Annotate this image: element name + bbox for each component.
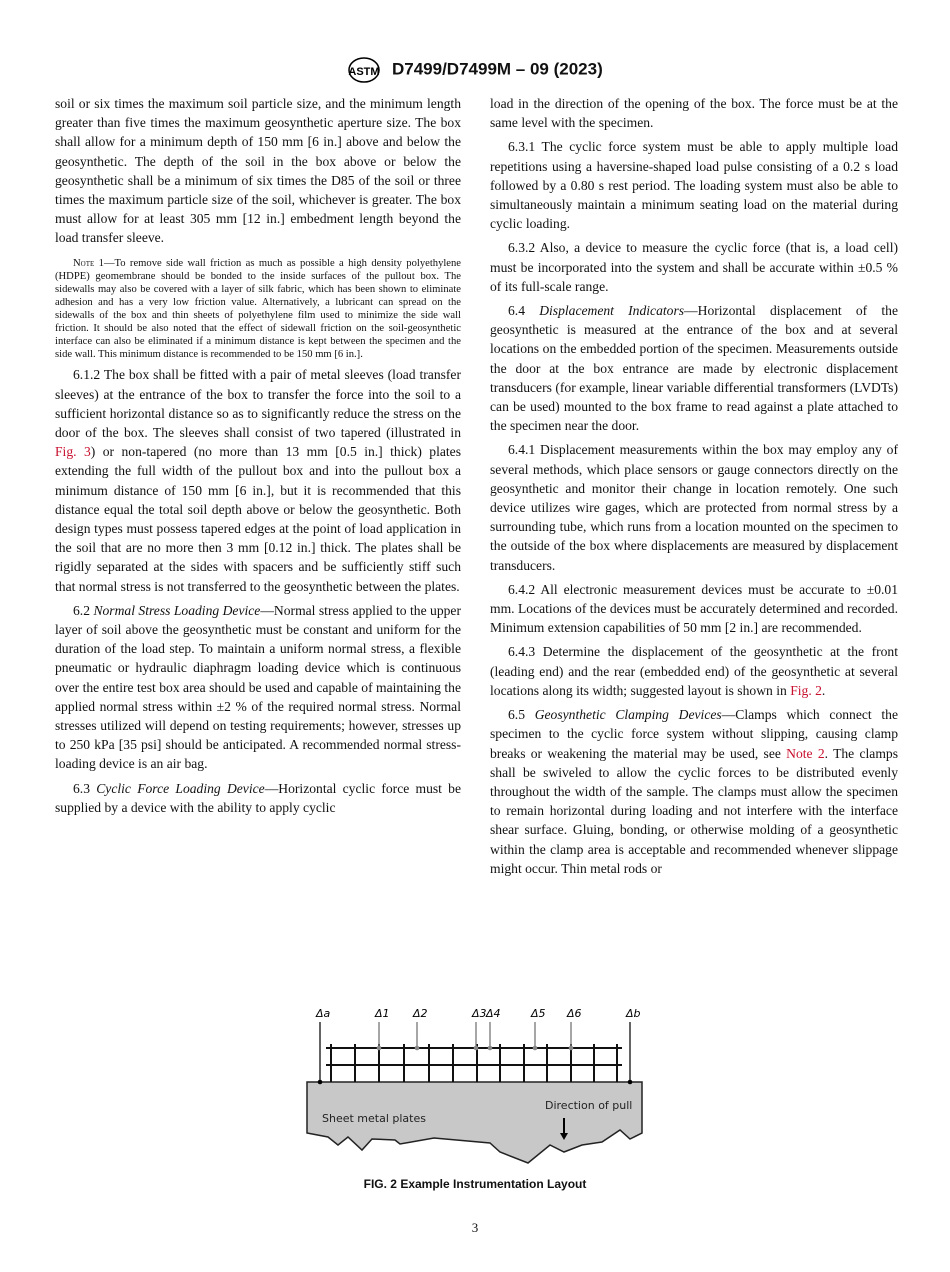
section-number: 6.5 xyxy=(508,707,535,723)
paragraph xyxy=(55,365,461,595)
paragraph xyxy=(490,238,898,296)
paragraph xyxy=(490,137,898,233)
gauge-label: Δ1 xyxy=(375,1007,390,1020)
cross-reference-link[interactable]: Note 2 xyxy=(786,745,825,761)
cross-reference-link[interactable]: Fig. 3 xyxy=(55,444,91,460)
astm-logo-icon xyxy=(347,56,381,84)
gauge-label: Δb xyxy=(626,1007,641,1020)
right-column xyxy=(490,94,898,883)
paragraph-text: load in the direction of the opening of the box. The force must be at the same level with the specimen. xyxy=(490,96,898,131)
gauge-label: Δ3 xyxy=(472,1007,487,1020)
gauge-point xyxy=(533,1046,538,1051)
paragraph-text: 6.4.1 Displacement measurements within the box may employ any of several methods, which place sensors or gauge connectors directly on the geosynthetic and monitor their change in location remotely. One such device utilizes wire gages, which are protected from normal stress by a surrounding tube, which runs from a location mounted on the specimen to the outside of the box where displacements are measured by displacement transducers. xyxy=(490,442,898,573)
page-number: 3 xyxy=(471,1220,479,1235)
paragraph xyxy=(55,94,461,248)
gauge-point xyxy=(474,1046,479,1051)
section-number: 6.2 xyxy=(73,602,94,618)
section-title: Normal Stress Loading Device xyxy=(93,602,261,618)
cross-reference-link[interactable]: Fig. 2 xyxy=(790,682,822,698)
paragraph xyxy=(55,601,461,774)
paragraph xyxy=(490,580,898,638)
paragraph xyxy=(490,301,898,435)
section-title: Geosynthetic Clamping Devices xyxy=(534,707,722,723)
section-number: 6.4 xyxy=(508,303,540,319)
gauge-point xyxy=(488,1046,493,1051)
paragraph xyxy=(55,779,461,817)
paragraph xyxy=(490,94,898,132)
left-column xyxy=(55,94,461,822)
paragraph-text: 6.4.2 All electronic measurement devices must be accurate to ±0.01 mm. Locations of the devices must be accurately determined and recorded. Minimum extension capabilities of 50 mm [2 in.] are recommended. xyxy=(490,581,898,636)
figure-caption: FIG. 2 Example Instrumentation Layout xyxy=(363,1177,587,1191)
plate-label: Sheet metal plates xyxy=(322,1112,426,1125)
paragraph xyxy=(490,642,898,700)
section-title: Displacement Indicators xyxy=(539,303,685,319)
instrumentation-figure xyxy=(300,995,660,1175)
paragraph-text: . xyxy=(821,682,826,698)
paragraph-text: . The clamps shall be swiveled to allow the cyclic forces to be distributed evenly throughout the width of the sample. The clamps must allow the specimen to remain horizontal during loading and not interfere with the interface shear surface. Gluing, bonding, or otherwise molding of a geosynthetic within the clamp area is acceptable and recommended whenever slippage might occur. Thin metal rods or xyxy=(490,745,898,876)
pull-label: Direction of pull xyxy=(545,1099,633,1112)
paragraph-text: 6.3.1 The cyclic force system must be able to apply multiple load repetitions using a haversine-shaped load pulse consisting of a 0.2 s load followed by a 0.80 s rest period. The loading system must also be able to simultaneously maintain a minimum seating load on the material during cyclic loading. xyxy=(490,139,898,232)
note-label: Note 1 xyxy=(73,257,104,269)
gauge-label: Δ6 xyxy=(567,1007,582,1020)
gauge-point xyxy=(318,1080,323,1085)
paragraph-text: —Horizontal displacement of the geosynthetic is measured at the entrance of the box and at several locations on the embedded portion of the specimen. Measurements outside the door at the box entrance are made by electronic displacement transducers (for example, linear variable differential transformers (LVDTs) can be used) mounted to the box frame to read against a plate attached to the specimen near the door. xyxy=(490,303,899,434)
gauge-point xyxy=(415,1046,420,1051)
gauge-label: Δa xyxy=(316,1007,331,1020)
note xyxy=(55,257,461,362)
section-number: 6.3 xyxy=(73,780,97,796)
svg-text:ASTM: ASTM xyxy=(348,66,380,78)
gauge-point xyxy=(628,1080,633,1085)
paragraph-text: —Clamps which connect the specimen to the cyclic force system without slipping, causing clamp breaks or weakening the material may be used, see xyxy=(490,707,898,761)
paragraph-text: —Horizontal cyclic force must be supplied by a device with the ability to apply cyclic xyxy=(55,780,462,815)
paragraph xyxy=(490,440,898,574)
paragraph-text: 6.3.2 Also, a device to measure the cyclic force (that is, a load cell) must be incorporated into the system and shall be accurate within ±0.5 % of its full-scale range. xyxy=(490,240,898,294)
document-designation: D7499/D7499M – 09 (2023) xyxy=(391,59,603,79)
gauge-point xyxy=(377,1046,382,1051)
gauge-label: Δ5 xyxy=(531,1007,546,1020)
gauge-point xyxy=(569,1046,574,1051)
paragraph-text: soil or six times the maximum soil particle size, and the minimum length greater than five times the maximum geosynthetic aperture size. The box shall allow for a minimum depth of 150 mm [6 in.] above and below the geosynthetic. The depth of the soil in the box above or below the geosynthetic shall be a minimum of six times the D85 of the soil or three times the maximum particle size of the soil, whichever is greater. The box must allow for at least 305 mm [12 in.] embedment length beyond the load transfer sleeve. xyxy=(55,96,461,246)
paragraph-text: —Normal stress applied to the upper layer of soil above the geosynthetic must be constant and uniform for the duration of the load step. To maintain a uniform normal stress, a flexible pneumatic or hydraulic diaphragm loading device which is continuous over the entire test box area should be used and capable of maintaining the applied normal stress within ±2 % of the required normal stress. Normal stresses utilized will depend on testing requirements; however, stresses up to 250 kPa [35 psi] should be anticipated. A recommended normal stress-loading device is an air bag. xyxy=(55,602,461,772)
paragraph-text: —To remove side wall friction as much as possible a high density polyethylene (HDPE) geomembrane should be bonded to the inside surfaces of the pullout box. The sidewalls may also be covered with a layer of silk fabric, which has been shown to eliminate adhesion and has a very low friction value. Alternatively, a lubricant can spread on the sidewalls of the box and thin sheets of polyethylene film used to minimize the side wall friction. It should be also noted that the effect of sidewall friction on the soil-geosynthetic interface can also be eliminated if a minimum distance is kept between the specimen and the side wall. This minimum distance is recommended to be 150 mm [6 in.]. xyxy=(55,257,462,361)
gauge-label: Δ2 xyxy=(413,1007,428,1020)
paragraph-text: ) or non-tapered (no more than 13 mm [0.5 in.] thick) plates extending the full width of the pullout box and into the pullout box a minimum distance of 150 mm [6 in.], but it is recommended that this distance equal the total soil depth above or below the geosynthetic. Both design types must possess tapered edges at the point of load application in the soil that are no more then 3 mm [0.12 in.] thick. The plates shall be rigidly separated at the sides with spacers and be sufficiently stiff such that normal stress is not transferred to the geosynthetic between the plates. xyxy=(55,444,462,594)
paragraph-text: 6.1.2 The box shall be fitted with a pair of metal sleeves (load transfer sleeves) at the entrance of the box to transfer the force into the soil to a sufficient horizontal distance so as to significantly reduce the stress on the door of the box. The sleeves shall consist of two tapered (illustrated in xyxy=(55,367,461,440)
paragraph-text: 6.4.3 Determine the displacement of the geosynthetic at the front (leading end) and the rear (embedded end) of the geosynthetic at several locations along its width; suggested layout is shown in xyxy=(490,644,898,698)
page-header xyxy=(0,56,950,84)
section-title: Cyclic Force Loading Device xyxy=(96,780,265,796)
gauge-label: Δ4 xyxy=(486,1007,501,1020)
paragraph xyxy=(490,705,898,878)
